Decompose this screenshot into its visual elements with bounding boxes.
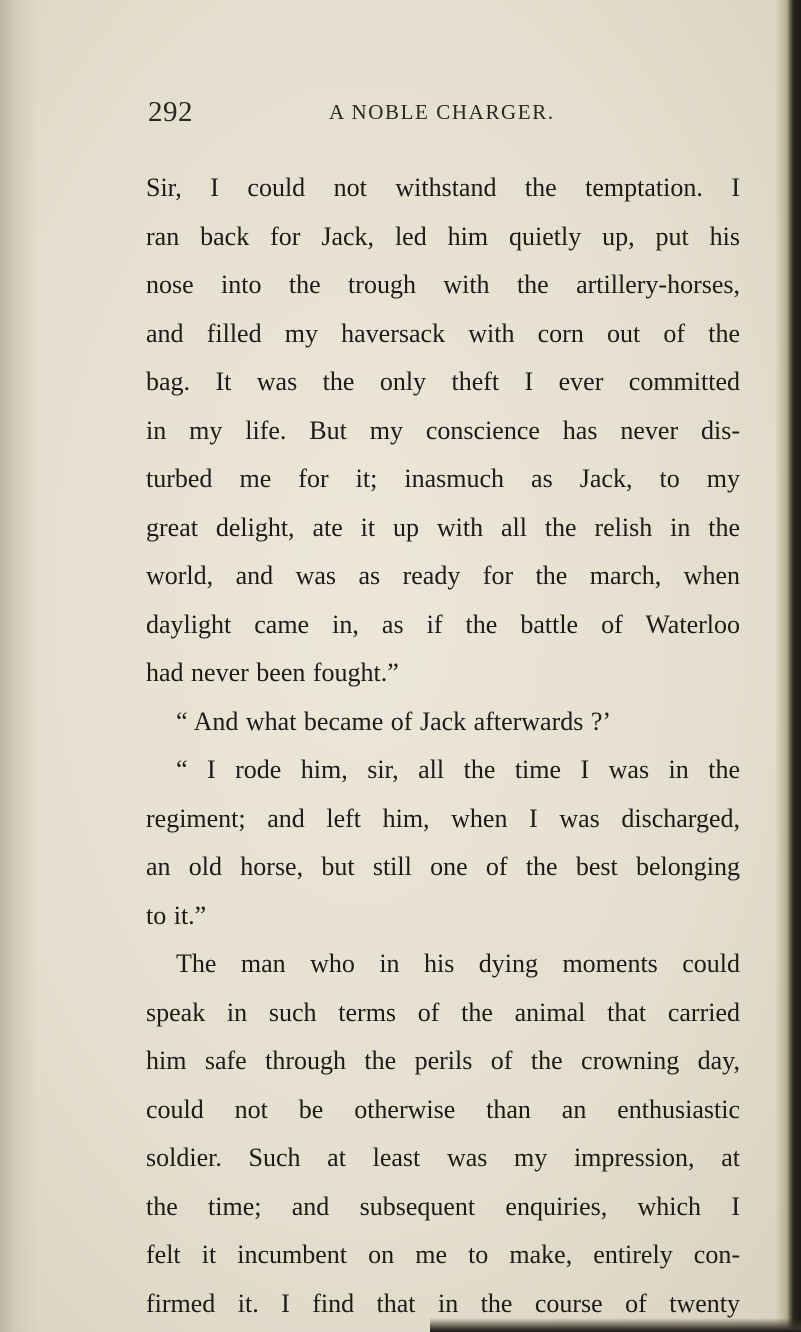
text-line: to it.” xyxy=(146,900,207,930)
running-title: A NOBLE CHARGER. xyxy=(329,100,555,124)
text-line: world, and was as ready for the march, when xyxy=(146,561,740,590)
text-line: the time; and subsequent enquiries, which I xyxy=(146,1191,740,1221)
page-edge-right xyxy=(775,0,801,1332)
text-line: had never been fought.” xyxy=(146,658,399,687)
text-line: turbed me for it; inasmuch as Jack, to my xyxy=(146,464,740,493)
body-text xyxy=(146,164,740,1328)
text-line: ran back for Jack, led him quietly up, put his xyxy=(146,221,740,251)
text-line: “ I rode him, sir, all the time I was in the xyxy=(176,755,740,784)
text-line: Sir, I could not withstand the temptation. I xyxy=(146,173,740,202)
text-line: great delight, ate it up with all the relish in the xyxy=(146,512,740,542)
text-line: bag. It was the only theft I ever committed xyxy=(146,367,740,396)
text-line: felt it incumbent on me to make, entirely con- xyxy=(146,1240,740,1269)
text-line: speak in such terms of the animal that carried xyxy=(146,997,740,1027)
text-line: him safe through the perils of the crowning day, xyxy=(146,1046,740,1075)
text-line: regiment; and left him, when I was discharged, xyxy=(146,803,740,833)
text-line: in my life. But my conscience has never dis- xyxy=(146,415,740,445)
text-line: and filled my haversack with corn out of the xyxy=(146,318,740,348)
running-head xyxy=(148,96,748,136)
text-line: daylight came in, as if the battle of Waterloo xyxy=(146,609,740,639)
text-line: The man who in his dying moments could xyxy=(176,949,740,978)
text-line: firmed it. I find that in the course of twenty xyxy=(146,1288,740,1318)
text-line: “ And what became of Jack afterwards ?’ xyxy=(176,706,612,736)
text-line: an old horse, but still one of the best belonging xyxy=(146,852,740,881)
text-line: nose into the trough with the artillery-horses, xyxy=(146,270,740,299)
page-number: 292 xyxy=(148,96,193,128)
text-line: could not be otherwise than an enthusiastic xyxy=(146,1094,740,1124)
spine-shadow xyxy=(0,0,38,1332)
text-line: soldier. Such at least was my impression, at xyxy=(146,1143,740,1172)
